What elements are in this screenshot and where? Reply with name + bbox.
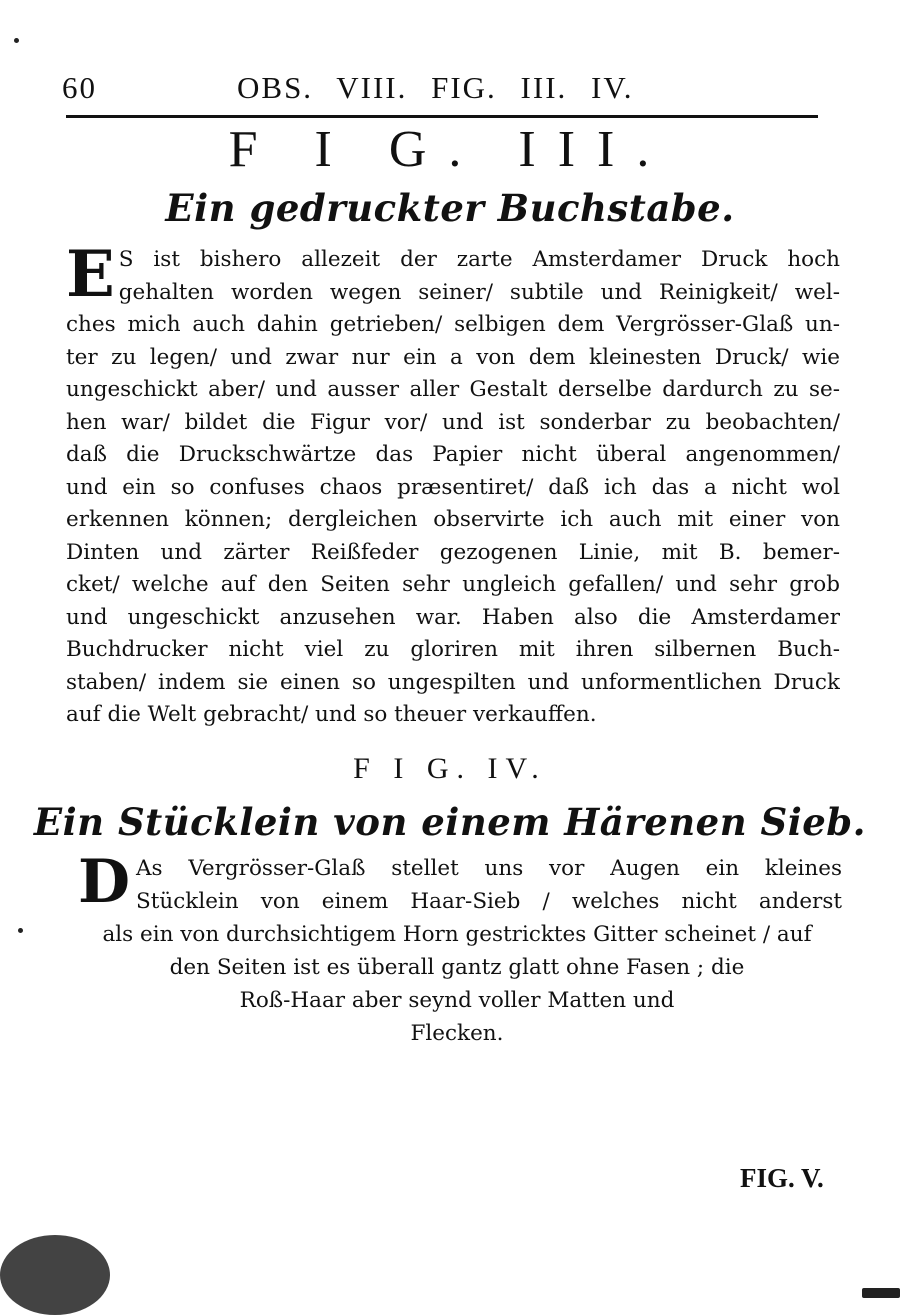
ink-smudge [18,928,23,933]
fig4-line: den Seiten ist es überall gantz glatt ohne Fasen ; die [169,955,745,980]
fig4-line: Flecken. [410,1021,504,1046]
fig3-line: hen war/ bildet die Figur vor/ und ist sonderbar zu beobachten/ [66,409,840,435]
fig3-line: ches mich auch dahin getrieben/ selbigen dem Vergrösser-Glaß un- [66,312,840,337]
fig3-line: und ein so confuses chaos præsentiret/ daß ich das a nicht wol [66,474,840,500]
fig3-heading: F I G. III. [228,121,672,178]
fig3-title: Ein gedruckter Buchstabe. [165,186,735,230]
fig4-line: Roß-Haar aber seynd voller Matten und [239,988,675,1013]
fig3-line: gehalten worden wegen seiner/ subtile und Reinigkeit/ wel- [118,279,840,305]
fig3-line: cket/ welche auf den Seiten sehr ungleich gefallen/ und sehr grob [66,572,840,597]
fig4-title: Ein Stücklein von einem Härenen Sieb. [33,800,867,844]
ink-smudge [14,38,19,43]
ink-smudge [0,1235,110,1315]
fig4-line: als ein von durchsichtigem Horn gestricktes Gitter scheinet / auf [102,922,812,947]
page-number: 60 [62,70,97,105]
fig3-line: ungeschickt aber/ und ausser aller Gestalt derselbe dardurch zu se- [66,377,840,402]
ink-smudge [862,1288,900,1298]
fig3-line: S ist bishero allezeit der zarte Amsterdamer Druck hoch [118,247,840,272]
fig3-line: Buchdrucker nicht viel zu gloriren mit ihren silbernen Buch- [66,637,840,662]
fig4-line: Stücklein von einem Haar-Sieb / welches nicht anderst [136,889,842,914]
fig3-line: Dinten und zärter Reißfeder gezogenen Linie, mit B. bemer- [66,539,840,565]
fig3-dropcap: E [66,237,115,312]
fig3-line: ter zu legen/ und zwar nur ein a von dem kleinesten Druck/ wie [66,344,840,370]
fig3-line: und ungeschickt anzusehen war. Haben also die Amsterdamer [66,604,840,630]
fig3-line: staben/ indem sie einen so ungespilten und unformentlichen Druck [66,669,840,695]
fig4-body [72,847,842,1050]
fig4-dropcap: D [78,847,131,917]
fig3-line: daß die Druckschwärtze das Papier nicht überal angenommen/ [66,442,840,467]
fig3-body [66,237,840,732]
fig3-line: auf die Welt gebracht/ und so theuer verkauffen. [66,702,597,727]
fig4-heading: F I G. IV. [353,752,547,785]
catchword: FIG. V. [740,1163,824,1193]
fig4-line: As Vergrösser-Glaß stellet uns vor Augen ein kleines [136,856,842,881]
page-header [62,70,822,110]
running-title: OBS. VIII. FIG. III. IV. [237,70,634,105]
fig3-line: erkennen können; dergleichen observirte ich auch mit einer von [66,507,840,532]
